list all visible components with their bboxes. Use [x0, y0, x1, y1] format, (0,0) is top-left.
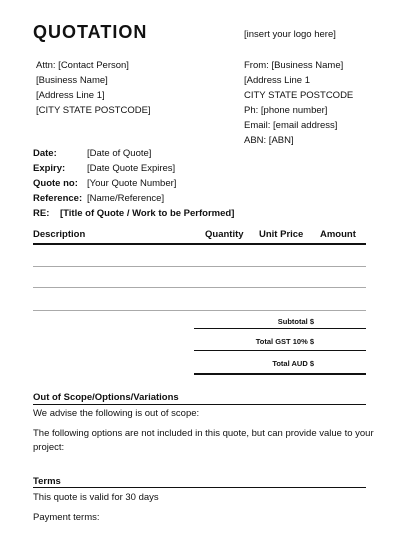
col-header-description: Description [33, 229, 86, 240]
sender-line: ABN: [ABN] [244, 135, 294, 146]
detail-value: [Date of Quote] [87, 148, 152, 159]
sender-line: Ph: [phone number] [244, 105, 328, 116]
detail-row-quote-no [33, 176, 234, 191]
sender-line: CITY STATE POSTCODE [244, 90, 354, 101]
subtotal-rule [194, 328, 366, 329]
logo-placeholder: [insert your logo here] [244, 29, 336, 40]
recipient-line: [CITY STATE POSTCODE] [36, 105, 151, 116]
col-header-unit-price: Unit Price [259, 229, 304, 240]
detail-row-date [33, 146, 234, 161]
total-rule [194, 373, 366, 375]
detail-value: [Name/Reference] [87, 193, 165, 204]
scope-line: project: [33, 442, 65, 453]
sender-line: Email: [email address] [244, 120, 338, 131]
terms-line: Payment terms: [33, 512, 100, 523]
recipient-line: [Address Line 1] [36, 90, 105, 101]
detail-row-expiry [33, 161, 234, 176]
total-label: Total AUD $ [272, 359, 314, 368]
terms-line: This quote is valid for 30 days [33, 492, 159, 503]
scope-line: The following options are not included in this quote, but can provide value to your [33, 428, 374, 439]
gst-rule [194, 350, 366, 351]
subtotal-label: Subtotal $ [277, 317, 314, 326]
terms-heading: Terms [33, 476, 61, 487]
sender-block [244, 58, 353, 148]
recipient-line: Attn: [Contact Person] [36, 60, 129, 71]
sender-line: [Address Line 1 [244, 75, 311, 86]
terms-rule [33, 487, 366, 488]
detail-label: Quote no: [33, 178, 78, 189]
gst-label: Total GST 10% $ [255, 337, 314, 346]
table-row-line [33, 310, 366, 311]
detail-row-re [33, 206, 234, 221]
col-header-amount: Amount [320, 229, 356, 240]
document-title: QUOTATION [33, 22, 148, 42]
detail-row-reference [33, 191, 234, 206]
quote-details [33, 146, 234, 221]
scope-heading: Out of Scope/Options/Variations [33, 392, 179, 403]
detail-value: [Date Quote Expires] [87, 163, 176, 174]
detail-label: Expiry: [33, 163, 66, 174]
sender-line: From: [Business Name] [244, 60, 344, 71]
recipient-line: [Business Name] [36, 75, 108, 86]
scope-line: We advise the following is out of scope: [33, 408, 200, 419]
col-header-quantity: Quantity [205, 229, 244, 240]
detail-value: [Your Quote Number] [87, 178, 177, 189]
table-row-line [33, 287, 366, 288]
detail-label: Date: [33, 148, 57, 159]
re-label: RE: [33, 208, 50, 219]
detail-label: Reference: [33, 193, 83, 204]
table-header-rule [33, 243, 366, 245]
re-value: [Title of Quote / Work to be Performed] [60, 208, 235, 219]
recipient-block [36, 58, 151, 118]
table-row-line [33, 266, 366, 267]
scope-rule [33, 404, 366, 405]
